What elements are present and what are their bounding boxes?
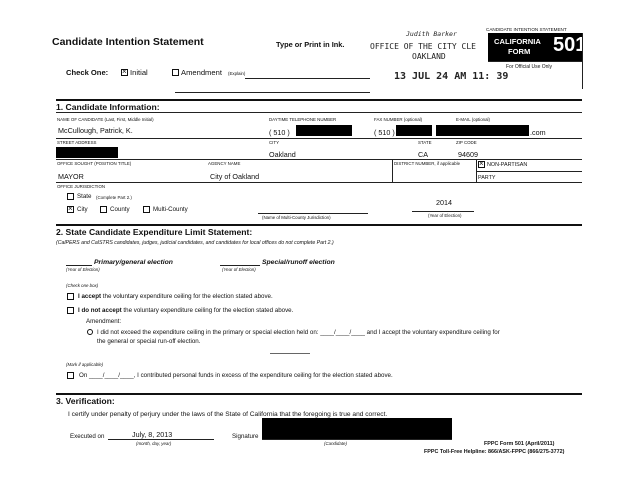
- zip-value[interactable]: 94609: [458, 150, 478, 159]
- form-title: Candidate Intention Statement: [52, 36, 204, 48]
- execution-date-value[interactable]: July, 8, 2013: [132, 430, 173, 439]
- amendment-text-line2: the general or special run-off election.: [97, 338, 201, 345]
- top-right-label: CANDIDATE INTENTION STATEMENT: [486, 27, 567, 32]
- city-option: City: [77, 206, 88, 213]
- name-value[interactable]: McCullough, Patrick, K.: [58, 126, 133, 135]
- election-year-label: (Year of Election): [428, 213, 462, 218]
- executed-on-label: Executed on: [70, 433, 105, 440]
- type-print-note: Type or Print in Ink.: [276, 40, 345, 49]
- check-one-label: Check One:: [66, 68, 109, 77]
- not-accept-text: I do not accept the voluntary expenditure ceiling for the election stated above.: [78, 307, 294, 314]
- runoff-year-label: (Year of Election): [222, 267, 256, 272]
- phone-value[interactable]: ( 510 ): [269, 128, 290, 137]
- signature-label: Signature: [232, 433, 259, 440]
- state-option: State: [77, 193, 92, 200]
- street-label: STREET ADDRESS: [57, 140, 97, 145]
- agency-label: AGENCY NAME: [208, 161, 241, 166]
- city-value[interactable]: Oakland: [269, 150, 296, 159]
- signature-candidate-label: (Candidate): [324, 441, 347, 446]
- multi-county-checkbox[interactable]: [143, 206, 150, 213]
- jurisdiction-label: OFFICE JURISDICTION: [57, 184, 106, 189]
- personal-funds-text: On ____/____/____, I contributed personal funds in excess of the expenditure ceiling for the election stated above.: [79, 372, 393, 379]
- phone-label: DAYTIME TELEPHONE NUMBER: [269, 117, 337, 122]
- initial-label: Initial: [130, 68, 148, 77]
- redacted-email: [436, 125, 529, 136]
- zip-label: ZIP CODE: [456, 140, 477, 145]
- stamp-date: 13 JUL 24 AM 11: 39: [394, 71, 509, 82]
- name-label: NAME OF CANDIDATE (Last, First, Middle Initial): [57, 117, 154, 122]
- initial-checkbox[interactable]: [121, 69, 128, 76]
- form-badge: [488, 33, 587, 61]
- form-number: 501: [553, 34, 587, 56]
- primary-year-label: (Year of Election): [66, 267, 100, 272]
- district-label: DISTRICT NUMBER, if applicable: [394, 161, 461, 166]
- badge-california: CALIFORNIA: [494, 37, 541, 46]
- section2-note: (CalPERS and CalSTRS candidates, judges, judicial candidates, and candidates for local offices do not complete Part 2.): [56, 240, 334, 246]
- redacted-signature: [262, 418, 452, 440]
- nonpartisan-checkbox[interactable]: [478, 161, 485, 168]
- redacted-fax: [396, 125, 432, 136]
- badge-form: FORM: [508, 47, 531, 56]
- email-label: E-MAIL (optional): [456, 117, 490, 122]
- explain-label: (Explain): [228, 71, 246, 76]
- amendment-label: Amendment: [181, 68, 222, 77]
- clerk-signature: Judith Barker: [406, 30, 457, 38]
- section2-heading: 2. State Candidate Expenditure Limit Statement:: [56, 227, 253, 237]
- amendment-subheading: Amendment:: [86, 318, 122, 325]
- fax-value[interactable]: ( 510 ): [374, 128, 395, 137]
- stamp-office: OFFICE OF THE CITY CLE: [370, 42, 476, 51]
- county-checkbox[interactable]: [100, 206, 107, 213]
- section3-heading: 3. Verification:: [56, 396, 115, 406]
- state-checkbox[interactable]: [67, 193, 74, 200]
- office-value[interactable]: MAYOR: [58, 172, 84, 181]
- personal-funds-checkbox[interactable]: [67, 372, 74, 379]
- fax-label: FAX NUMBER (optional): [374, 117, 423, 122]
- redacted-phone: [296, 125, 352, 136]
- state-label: STATE: [418, 140, 432, 145]
- section1-heading: 1. Candidate Information:: [56, 102, 160, 112]
- footer-form-line: FPPC Form 501 (April/2011): [484, 441, 555, 447]
- city-label: CITY: [269, 140, 280, 145]
- state-note: (Complete Part 2.): [96, 195, 132, 200]
- certify-text: I certify under penalty of perjury under the laws of the State of California that the foregoing is true and correct.: [68, 411, 388, 418]
- state-value[interactable]: CA: [418, 150, 428, 159]
- city-checkbox[interactable]: [67, 206, 74, 213]
- accept-text: I accept the voluntary expenditure ceiling for the election stated above.: [78, 293, 273, 300]
- multi-county-note: (Name of Multi-County Jurisdiction): [262, 215, 331, 220]
- election-year-value[interactable]: 2014: [436, 198, 452, 207]
- primary-label: Primary/general election: [94, 259, 173, 266]
- office-label: OFFICE SOUGHT (POSITION TITLE): [57, 161, 132, 166]
- stamp-city: OAKLAND: [412, 52, 446, 61]
- redacted-street: [56, 147, 118, 158]
- amendment-checkbox[interactable]: [172, 69, 179, 76]
- footer-helpline: FPPC Toll-Free Helpline: 866/ASK-FPPC (866/275-3772): [424, 449, 565, 455]
- email-value[interactable]: .com: [530, 128, 546, 137]
- mark-if-applicable: (Mark if applicable): [66, 362, 104, 367]
- check-one-box-note: (Check one box): [66, 283, 99, 288]
- amendment-text-line1: I did not exceed the expenditure ceiling in the primary or special election held on: ____/____/____ and I accept the voluntary expenditure ceiling for: [97, 329, 500, 336]
- nonpartisan-label: NON-PARTISAN: [487, 162, 528, 168]
- county-option: County: [110, 206, 130, 213]
- agency-value[interactable]: City of Oakland: [210, 172, 260, 181]
- accept-checkbox[interactable]: [67, 293, 74, 300]
- party-label: PARTY: [478, 175, 496, 181]
- not-accept-checkbox[interactable]: [67, 307, 74, 314]
- amendment-radio[interactable]: [87, 329, 93, 335]
- multi-county-option: Multi-County: [153, 206, 188, 213]
- runoff-label: Special/runoff election: [262, 259, 335, 266]
- execution-date-label: (month, day, year): [136, 441, 172, 446]
- official-use-label: For Official Use Only: [506, 64, 553, 70]
